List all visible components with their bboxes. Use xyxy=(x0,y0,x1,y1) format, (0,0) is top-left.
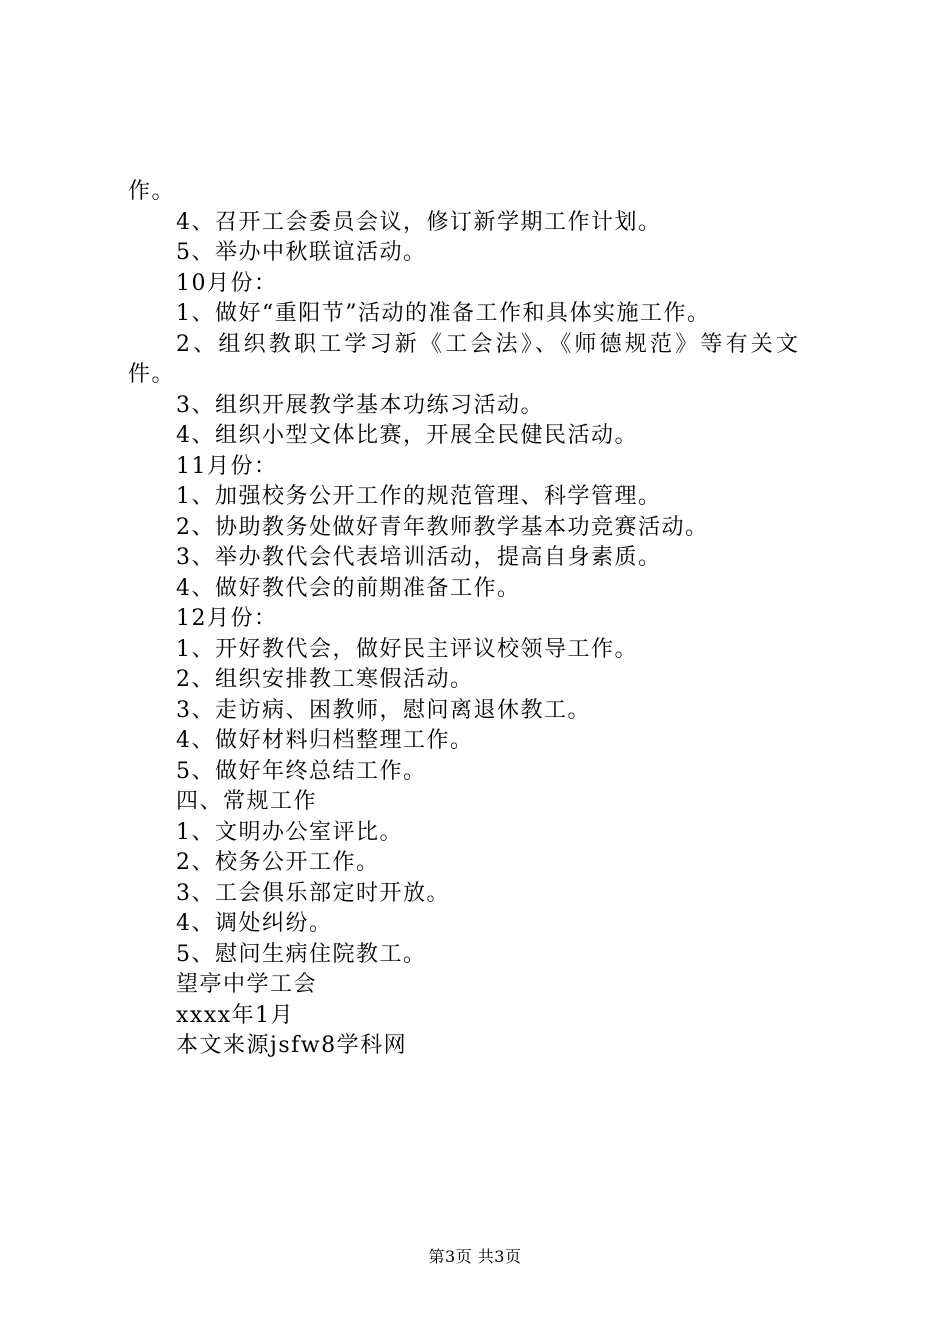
text-line: 2、组织教职工学习新《工会法》、《师德规范》等有关文 xyxy=(176,331,802,357)
text-line: 4、调处纠纷。 xyxy=(176,911,333,936)
text-line: 2、组织安排教工寒假活动。 xyxy=(176,667,474,692)
text-line: 4、组织小型文体比赛，开展全民健民活动。 xyxy=(176,423,638,448)
text-line: 5、慰问生病住院教工。 xyxy=(176,941,427,967)
text-line: 作。 xyxy=(128,179,176,204)
text-line: 2、协助教务处做好青年教师教学基本功竞赛活动。 xyxy=(176,514,709,540)
signature-date: xxxx年1月 xyxy=(176,1002,295,1028)
text-line: 1、加强校务公开工作的规范管理、科学管理。 xyxy=(176,484,662,509)
month-heading: 11月份： xyxy=(176,453,278,479)
source-note: 本文来源jsfw8学科网 xyxy=(176,1033,408,1058)
section-heading: 四、常规工作 xyxy=(176,789,318,814)
page-number-footer: 第3页 共3页 xyxy=(428,1247,522,1266)
month-heading: 10月份： xyxy=(176,270,278,296)
text-line: 3、组织开展教学基本功练习活动。 xyxy=(176,392,544,418)
month-heading: 12月份： xyxy=(176,606,278,631)
text-line: 3、工会俱乐部定时开放。 xyxy=(176,880,450,906)
text-line: 1、文明办公室评比。 xyxy=(176,819,403,845)
text-line: 件。 xyxy=(128,362,176,387)
text-line: 4、做好材料归档整理工作。 xyxy=(176,728,474,753)
text-line: 4、召开工会委员会议，修订新学期工作计划。 xyxy=(176,209,662,235)
text-line: 2、校务公开工作。 xyxy=(176,850,380,875)
text-line: 1、做好“重阳节”活动的准备工作和具体实施工作。 xyxy=(176,301,711,326)
text-line: 5、做好年终总结工作。 xyxy=(176,758,427,784)
text-line: 4、做好教代会的前期准备工作。 xyxy=(176,575,521,601)
text-line: 3、走访病、困教师，慰问离退休教工。 xyxy=(176,697,591,723)
text-line: 5、举办中秋联谊活动。 xyxy=(176,240,427,265)
signature-organization: 望亭中学工会 xyxy=(176,972,318,997)
text-line: 1、开好教代会，做好民主评议校领导工作。 xyxy=(176,636,638,662)
text-line: 3、举办教代会代表培训活动，提高自身素质。 xyxy=(176,545,662,570)
document-body xyxy=(128,177,848,1062)
